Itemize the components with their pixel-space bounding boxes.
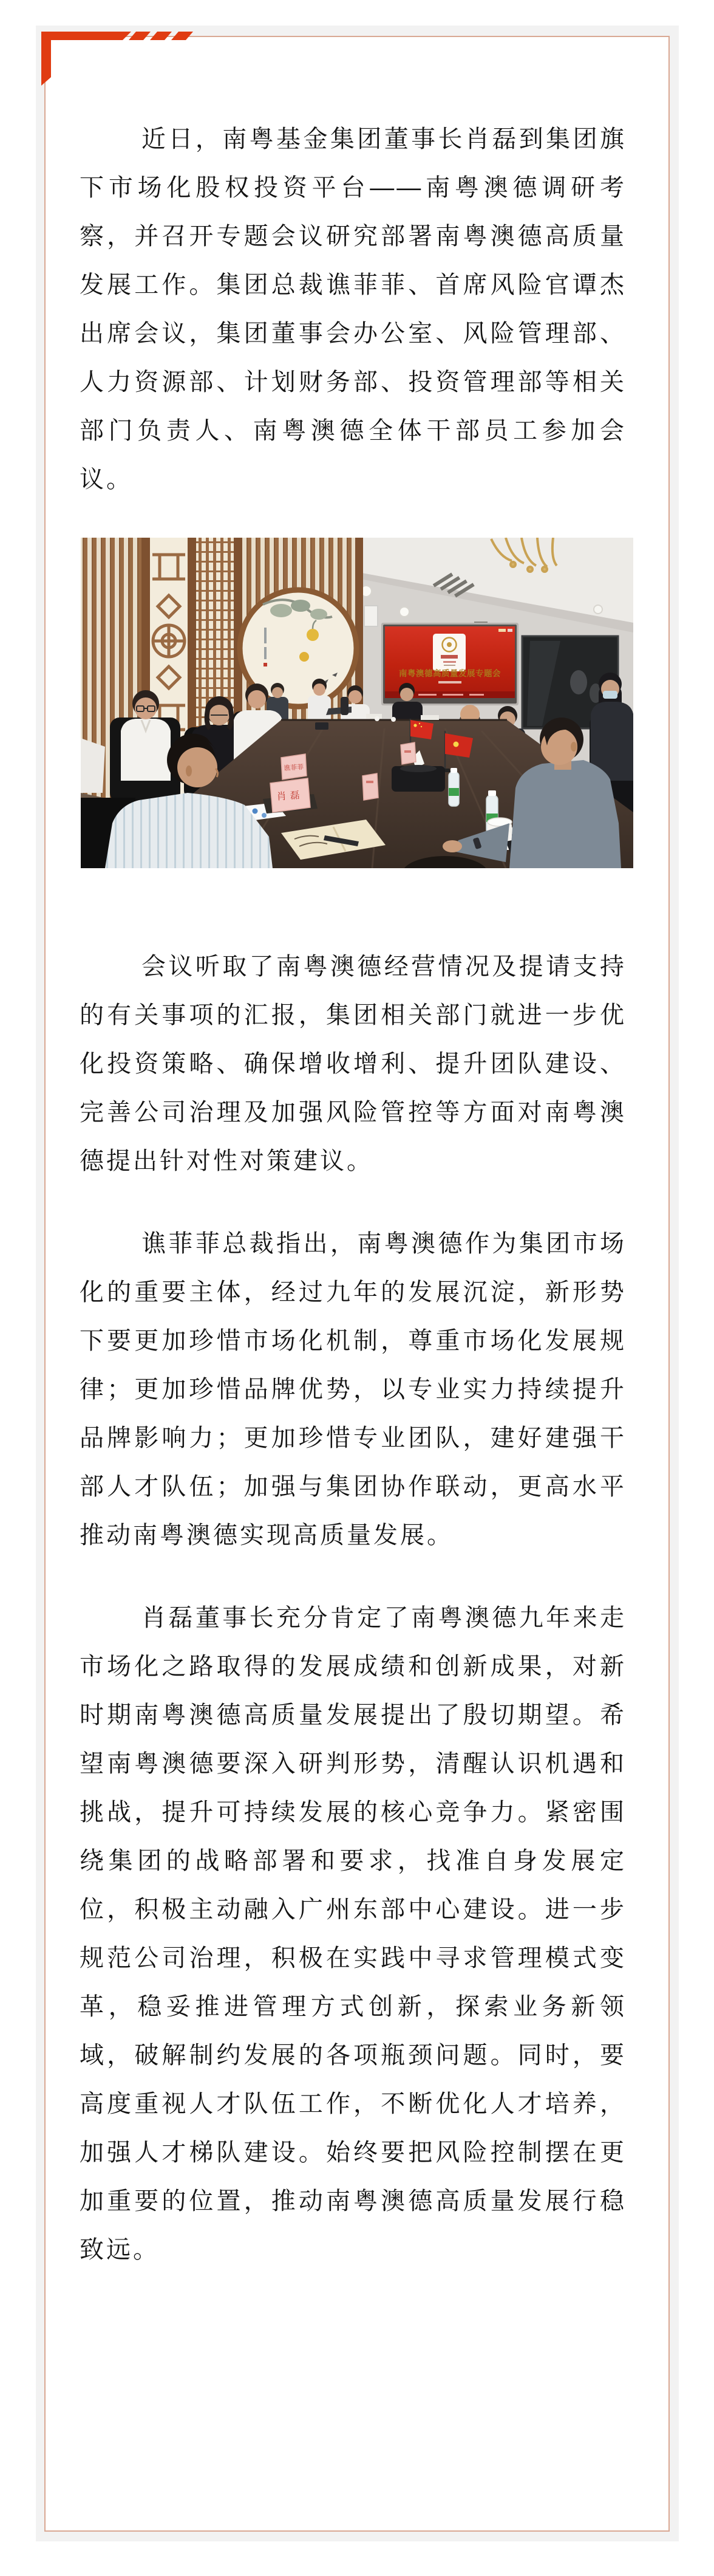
article-paragraph-2: 会议听取了南粤澳德经营情况及提请支持的有关事项的汇报，集团相关部门就进一步优化投资策略、确保增收增利、提升团队建设、完善公司治理及加强风险管控等方面对南粤澳德提出针对性对策建议。 bbox=[80, 953, 627, 1174]
screen-date-line bbox=[438, 681, 461, 683]
meeting-photo-illustration bbox=[81, 538, 633, 868]
name-card-qiaofeifei: 谯菲菲 bbox=[283, 763, 304, 773]
article-card bbox=[44, 36, 670, 2532]
screen-title-text: 南粤澳德高质量发展专题会 bbox=[399, 669, 501, 678]
article-paragraph-3: 谯菲菲总裁指出，南粤澳德作为集团市场化的重要主体，经过九年的发展沉淀，新形势下要更加珍惜市场化机制，尊重市场化发展规律；更加珍惜品牌优势，以专业实力持续提升品牌影响力；更加珍惜专业团队，建好建强干部人才队伍；加强与集团协作联动，更高水平推动南粤澳德实现高质量发展。 bbox=[80, 1230, 627, 1549]
edge-attendee-shoulder bbox=[81, 738, 105, 793]
wall-panel bbox=[364, 606, 378, 626]
meeting-photo[interactable] bbox=[81, 538, 633, 868]
article-body bbox=[80, 115, 627, 2274]
name-card-xiaolei: 肖磊 bbox=[276, 790, 304, 803]
article-paragraph-4: 肖磊董事长充分肯定了南粤澳德九年来走市场化之路取得的发展成绩和创新成果，对新时期南粤澳德高质量发展提出了殷切期望。希望南粤澳德要深入研判形势，清醒认识机遇和挑战，提升可持续发展的核心竞争力。紧密围绕集团的战略部署和要求，找准自身发展定位，积极主动融入广州东部中心建设。进一步规范公司治理，积极在实践中寻求管理模式变革，稳妥推进管理方式创新，探索业务新领域，破解制约发展的各项瓶颈问题。同时，要高度重视人才队伍工作，不断优化人才培养，加强人才梯队建设。始终要把风险控制摆在更加重要的位置，推动南粤澳德高质量发展行稳致远。 bbox=[80, 1605, 627, 2263]
screen-logo-card bbox=[433, 634, 466, 671]
screen-corner-logos bbox=[498, 629, 512, 632]
article-paragraph-1: 近日，南粤基金集团董事长肖磊到集团旗下市场化股权投资平台——南粤澳德调研考察，并召开专题会议研究部署南粤澳德高质量发展工作。集团总裁谯菲菲、首席风险官谭杰出席会议，集团董事会办公室、风险管理部、人力资源部、计划财务部、投资管理部等相关部门负责人、南粤澳德全体干部员工参加会议。 bbox=[80, 126, 627, 493]
screen-footer-text bbox=[418, 694, 484, 696]
